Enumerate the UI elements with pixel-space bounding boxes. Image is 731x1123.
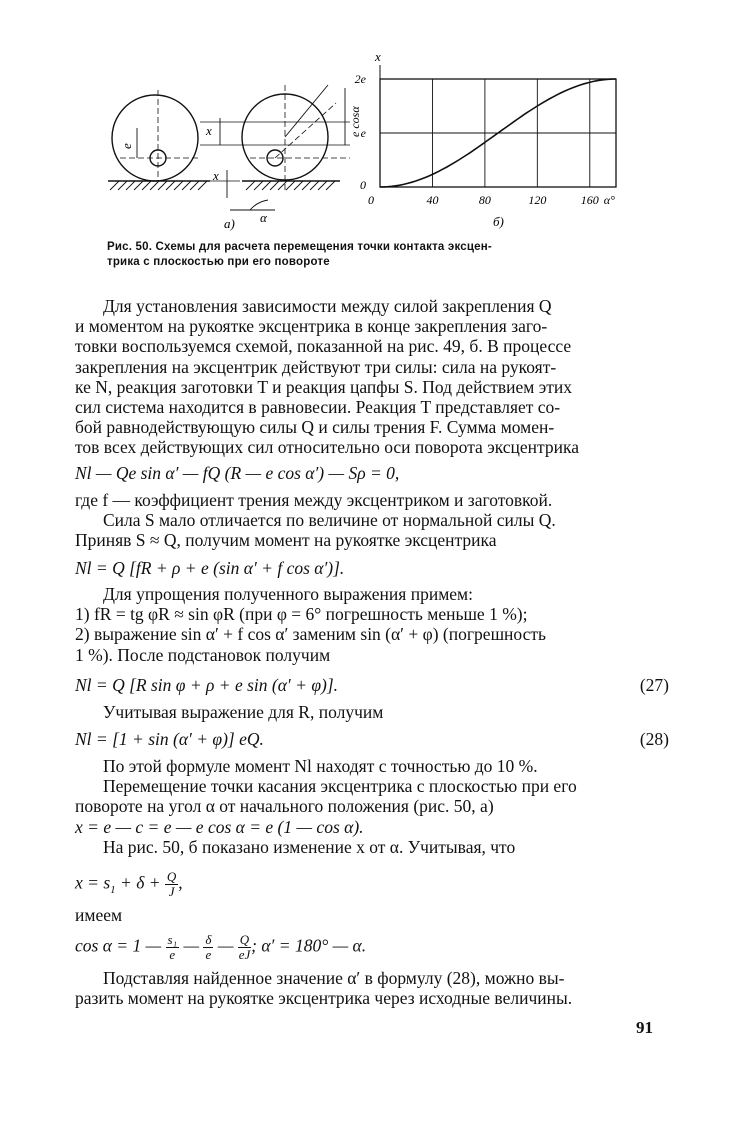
paragraph-4 xyxy=(75,702,675,722)
eq-part: ; α′ = 180° — α. xyxy=(251,935,367,956)
text-line: Для упрощения полученного выражения примем: xyxy=(103,584,473,604)
dim-x-label-top: x xyxy=(206,123,212,138)
text-line: 1) fR = tg φR ≈ sin φR (при φ = 6° погрешность меньше 1 %); xyxy=(75,604,528,625)
text-line: 1 %). После подстановок получим xyxy=(75,644,331,665)
eq-denominator: e xyxy=(205,947,212,962)
paragraph-3 xyxy=(75,584,675,665)
eq-numerator: δ xyxy=(205,932,212,947)
eq-denominator: J xyxy=(168,884,175,899)
text-line: бой равнодействующую силы Q и силы трения F. Сумма момен- xyxy=(75,417,555,438)
dim-ecos-label: e cosα xyxy=(348,106,362,137)
text-line: товки воспользуемся схемой, показанной на рис. 49, б. В процессе xyxy=(75,336,572,357)
eq-sub: 1 xyxy=(110,884,116,897)
paragraph-1 xyxy=(75,296,675,458)
eq-numerator: Q xyxy=(166,869,177,884)
paragraph-5 xyxy=(75,756,675,857)
y-tick-label: e xyxy=(360,126,366,140)
chart-b xyxy=(355,50,616,207)
equation-28 xyxy=(75,729,669,750)
eq-part: , xyxy=(178,872,183,893)
equation-text: Nl = Q [R sin φ + ρ + e sin (α′ + φ)]. xyxy=(75,675,339,695)
y-axis-label: x xyxy=(375,50,381,64)
eccentric-schematic xyxy=(108,85,350,210)
text-line: сил система находится в равновесии. Реакция T представляет со- xyxy=(75,397,561,418)
text-line: Учитывая выражение для R, получим xyxy=(103,702,384,722)
paragraph-6 xyxy=(75,905,675,925)
equation-2: Nl = Q [fR + ρ + e (sin α′ + f cos α′)]. xyxy=(75,558,345,578)
paragraph-7 xyxy=(75,968,675,1008)
text-line: имеем xyxy=(75,905,123,925)
equation-27 xyxy=(75,675,669,696)
equation-number: (28) xyxy=(639,729,669,749)
text-line: закрепления на эксцентрик действуют три силы: сила на рукоят- xyxy=(75,356,557,377)
eq-numerator: s₁ xyxy=(167,932,178,947)
x-axis-label: α° xyxy=(603,193,615,207)
x-tick-label: 0 xyxy=(368,193,374,207)
figure-50 xyxy=(100,50,640,240)
y-tick-label: 0 xyxy=(360,178,366,192)
eq-part: — xyxy=(217,935,234,956)
text-line: повороте на угол α от начального положения (рис. 50, а) xyxy=(75,796,494,817)
label-a: а) xyxy=(224,216,235,231)
equation-number: (27) xyxy=(639,675,669,695)
text-line: ке N, реакция заготовки T и реакция цапфы S. Под действием этих xyxy=(75,376,572,397)
page-number: 91 xyxy=(636,1018,653,1037)
caption-line: Рис. 50. Схемы для расчета перемещения точки контакта эксцен- xyxy=(107,241,492,253)
paragraph-2 xyxy=(75,490,675,551)
caption-line: трика с плоскостью при его повороте xyxy=(107,256,330,268)
text-line: и моментом на рукоятке эксцентрика в конце закрепления заго- xyxy=(75,316,548,337)
text-line: Приняв S ≈ Q, получим момент на рукоятке эксцентрика xyxy=(75,530,497,551)
eq-part: — xyxy=(183,935,200,956)
y-tick-label: 2e xyxy=(354,72,366,86)
text-line: 2) выражение sin α′ + f cos α′ заменим sin (α′ + φ) (погрешность xyxy=(75,624,546,645)
x-tick-label: 120 xyxy=(528,193,547,207)
text-line: Перемещение точки касания эксцентрика с плоскостью при его xyxy=(103,776,577,797)
figure-caption xyxy=(107,240,647,270)
eq-numerator: Q xyxy=(239,932,250,947)
label-b: б) xyxy=(493,214,504,229)
text-line: Сила S мало отличается по величине от нормальной силы Q. xyxy=(103,510,556,531)
text-line: разить момент на рукоятке эксцентрика через исходные величины. xyxy=(75,988,573,1009)
text-line: тов всех действующих сил относительно оси поворота эксцентрика xyxy=(75,437,580,458)
text-line: Подставляя найденное значение α′ в формулу (28), можно вы- xyxy=(103,968,565,988)
text-line: На рис. 50, б показано изменение x от α. Учитывая, что xyxy=(103,836,516,857)
eq-denominator: eJ xyxy=(238,947,251,962)
eq-denominator: e xyxy=(169,947,176,962)
x-tick-label: 160 xyxy=(580,193,599,207)
eq-part: x = s xyxy=(75,872,111,893)
text-line: По этой формуле момент Nl находят с точностью до 10 %. xyxy=(103,756,538,776)
text-line: x = e — c = e — e cos α = e (1 — cos α). xyxy=(75,816,364,837)
x-tick-label: 80 xyxy=(478,193,491,207)
equation-text: Nl = [1 + sin (α′ + φ)] eQ. xyxy=(75,729,264,749)
equation-1: Nl — Qe sin α′ — fQ (R — e cos α′) — Sρ = 0, xyxy=(75,463,400,483)
text-line: где f — коэффициент трения между эксцентриком и заготовкой. xyxy=(75,490,553,510)
eq-part: cos α = 1 — xyxy=(75,935,162,956)
dim-e-label: e xyxy=(119,143,134,149)
dim-alpha-label: α xyxy=(260,210,267,225)
equation-cos xyxy=(75,933,669,962)
equation-x xyxy=(75,870,669,899)
eq-part: + δ + xyxy=(115,872,165,893)
x-tick-label: 40 xyxy=(426,193,439,207)
text-line: Для установления зависимости между силой закрепления Q xyxy=(103,296,552,316)
dim-x-label-bottom: x xyxy=(213,168,219,183)
